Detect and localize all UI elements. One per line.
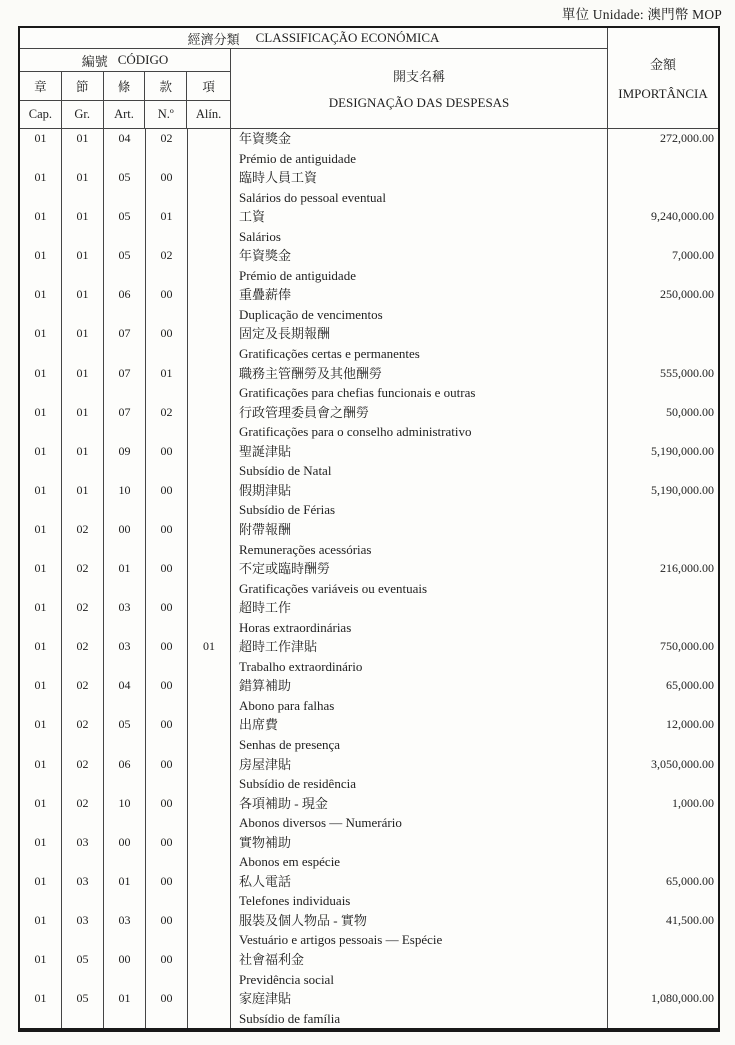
code-gr-cell: 02: [62, 794, 104, 833]
code-gr-cell: 02: [62, 520, 104, 559]
code-gr-cell: 02: [62, 637, 104, 676]
code-n-cell: 00: [146, 755, 188, 794]
designation-zh-text: 行政管理委員會之酬勞: [239, 404, 370, 420]
designation-zh-text: 聖誕津貼: [239, 443, 292, 459]
amount-cell: 3,050,000.00: [607, 755, 718, 794]
code-cap-cell: 01: [20, 442, 62, 481]
col-header-alin-zh: 項: [202, 80, 215, 94]
code-alin-cell: [188, 364, 231, 403]
code-art-cell: 07: [104, 364, 146, 403]
economic-classification-pt: CLASSIFICAÇÃO ECONÓMICA: [255, 30, 440, 45]
code-gr-cell: 05: [62, 989, 104, 1028]
col-header-n-pt: N.º: [145, 101, 187, 128]
amount-cell: 50,000.00: [607, 403, 718, 442]
table-row: [20, 637, 718, 676]
col-header-n-zh: 款: [145, 72, 187, 100]
designation-pt-text: Salários do pessoal eventual: [239, 189, 386, 205]
table-row: [20, 481, 718, 520]
code-art-cell: 03: [104, 637, 146, 676]
designation-zh-text: 超時工作津貼: [239, 639, 318, 655]
code-n-cell: 02: [146, 129, 188, 168]
code-cap-cell: 01: [20, 950, 62, 989]
designation-cell: [231, 481, 607, 520]
code-alin-cell: 01: [188, 637, 231, 676]
code-n-cell: 01: [146, 207, 188, 246]
amount-cell: 5,190,000.00: [607, 481, 718, 520]
code-gr-cell: 03: [62, 872, 104, 911]
codigo-zh: 編號: [81, 53, 108, 69]
designation-zh-text: 出席費: [239, 717, 279, 733]
col-header-gr-zh: 節: [62, 72, 104, 100]
code-alin-cell: [188, 324, 231, 363]
code-gr-cell: 01: [62, 481, 104, 520]
code-cap-cell: 01: [20, 168, 62, 207]
table-row: [20, 833, 718, 872]
code-art-cell: 00: [104, 833, 146, 872]
code-art-cell: 07: [104, 403, 146, 442]
designation-pt-text: Gratificações certas e permanentes: [239, 346, 420, 362]
code-alin-cell: [188, 559, 231, 598]
table-row: [20, 676, 718, 715]
amount-cell: 750,000.00: [607, 637, 718, 676]
designation-pt-text: Subsídio de Férias: [239, 502, 336, 518]
designation-cell: [231, 364, 607, 403]
code-n-cell: 00: [146, 989, 188, 1028]
code-alin-cell: [188, 403, 231, 442]
code-cap-cell: 01: [20, 481, 62, 520]
col-header-gr-pt: Gr.: [62, 101, 104, 128]
designation-cell: [231, 442, 607, 481]
designation-cell: [231, 715, 607, 754]
code-alin-cell: [188, 246, 231, 285]
code-art-cell: 04: [104, 129, 146, 168]
designation-zh-text: 私人電話: [239, 873, 292, 889]
table-row: [20, 794, 718, 833]
amount-cell: [607, 950, 718, 989]
code-n-cell: 00: [146, 676, 188, 715]
designation-cell: [231, 755, 607, 794]
table-row: [20, 129, 718, 168]
code-gr-cell: 02: [62, 676, 104, 715]
code-cap-cell: 01: [20, 520, 62, 559]
designation-zh-text: 不定或臨時酬勞: [239, 561, 331, 577]
table-header-left: [20, 28, 607, 128]
amount-cell: [607, 598, 718, 637]
code-n-cell: 00: [146, 481, 188, 520]
table-header: [20, 28, 718, 129]
designation-pt-text: Abonos diversos — Numerário: [239, 815, 402, 831]
table-row: [20, 989, 718, 1028]
table-row: [20, 364, 718, 403]
code-alin-cell: [188, 129, 231, 168]
col-header-alin-pt: Alín.: [195, 107, 222, 121]
designation-zh-text: 年資獎金: [239, 248, 292, 264]
designation-cell: [231, 559, 607, 598]
code-cap-cell: 01: [20, 676, 62, 715]
amount-cell: 9,240,000.00: [607, 207, 718, 246]
designation-pt-text: Vestuário e artigos pessoais — Espécie: [239, 932, 443, 948]
table-row: [20, 872, 718, 911]
amount-cell: 216,000.00: [607, 559, 718, 598]
designation-header-pt: DESIGNAÇÃO DAS DESPESAS: [328, 95, 510, 110]
designation-zh-text: 各項補助 - 現金: [239, 795, 328, 811]
budget-table: [18, 26, 720, 1032]
code-n-cell: 02: [146, 246, 188, 285]
designation-cell: [231, 872, 607, 911]
code-art-cell: 04: [104, 676, 146, 715]
designation-pt-text: Duplicação de vencimentos: [239, 306, 383, 322]
designation-cell: [231, 207, 607, 246]
table-row: [20, 246, 718, 285]
designation-pt-text: Prémio de antiguidade: [239, 267, 356, 283]
designation-cell: [231, 637, 607, 676]
code-n-cell: 00: [146, 520, 188, 559]
code-n-cell: 01: [146, 364, 188, 403]
code-cap-cell: 01: [20, 598, 62, 637]
code-n-cell: 00: [146, 598, 188, 637]
designation-pt-text: Trabalho extraordinário: [239, 658, 363, 674]
designation-zh-text: 房屋津貼: [239, 756, 292, 772]
designation-pt-text: Horas extraordinárias: [239, 619, 352, 635]
designation-cell: [231, 676, 607, 715]
code-art-cell: 01: [104, 872, 146, 911]
code-art-cell: 03: [104, 911, 146, 950]
designation-pt-text: Prémio de antiguidade: [239, 150, 356, 166]
code-cap-cell: 01: [20, 559, 62, 598]
designation-zh-text: 臨時人員工資: [239, 170, 318, 186]
table-row: [20, 285, 718, 324]
col-header-cap-pt: Cap.: [20, 101, 62, 128]
code-art-cell: 06: [104, 285, 146, 324]
code-cap-cell: 01: [20, 637, 62, 676]
code-gr-cell: 02: [62, 559, 104, 598]
code-art-cell: 00: [104, 950, 146, 989]
code-gr-cell: 01: [62, 324, 104, 363]
code-gr-cell: 01: [62, 168, 104, 207]
designation-pt-text: Senhas de presença: [239, 737, 341, 752]
table-header-lower: [20, 49, 607, 128]
designation-pt-text: Telefones individuais: [239, 893, 351, 909]
designation-zh-text: 年資獎金: [239, 131, 292, 146]
designation-cell: [231, 129, 607, 168]
designation-zh-text: 錯算補助: [239, 678, 292, 694]
designation-pt-text: Gratificações para chefias funcionais e outras: [239, 385, 476, 401]
code-alin-cell: [188, 676, 231, 715]
amount-cell: 272,000.00: [607, 129, 718, 168]
code-gr-cell: 05: [62, 950, 104, 989]
code-cap-cell: 01: [20, 403, 62, 442]
code-art-cell: 10: [104, 481, 146, 520]
designation-zh-text: 服裝及個人物品 - 實物: [239, 912, 367, 928]
designation-zh-text: 社會福利金: [239, 951, 305, 967]
amount-header: [607, 28, 718, 128]
col-header-art-zh: 條: [104, 72, 146, 100]
code-art-cell: 06: [104, 755, 146, 794]
code-n-cell: 00: [146, 559, 188, 598]
amount-cell: 555,000.00: [607, 364, 718, 403]
designation-zh-text: 家庭津貼: [239, 991, 292, 1007]
table-row: [20, 403, 718, 442]
code-art-cell: 05: [104, 715, 146, 754]
code-n-cell: 00: [146, 168, 188, 207]
code-cap-cell: 01: [20, 129, 62, 168]
table-row: [20, 598, 718, 637]
table-row: [20, 324, 718, 363]
designation-cell: [231, 324, 607, 363]
code-art-cell: 00: [104, 520, 146, 559]
code-gr-cell: 02: [62, 755, 104, 794]
designation-pt-text: Previdência social: [239, 971, 334, 987]
codigo-pt: CÓDIGO: [117, 52, 169, 67]
code-alin-cell: [188, 598, 231, 637]
code-columns-zh-row: [20, 72, 230, 101]
amount-cell: 7,000.00: [607, 246, 718, 285]
codigo-header: [20, 49, 230, 72]
code-art-cell: 03: [104, 598, 146, 637]
code-gr-cell: 03: [62, 911, 104, 950]
designation-pt-text: Gratificações variáveis ou eventuais: [239, 580, 428, 596]
table-row: [20, 520, 718, 559]
designation-pt-text: Remunerações acessórias: [239, 541, 372, 557]
code-art-cell: 05: [104, 207, 146, 246]
code-gr-cell: 03: [62, 833, 104, 872]
code-alin-cell: [188, 833, 231, 872]
designation-cell: [231, 520, 607, 559]
table-row: [20, 442, 718, 481]
designation-zh-text: 職務主管酬勞及其他酬勞: [239, 365, 383, 381]
code-n-cell: 02: [146, 403, 188, 442]
code-n-cell: 00: [146, 911, 188, 950]
code-cap-cell: 01: [20, 911, 62, 950]
currency-unit-label: 單位 Unidade: 澳門幣 MOP: [561, 7, 722, 22]
table-row: [20, 755, 718, 794]
code-cap-cell: 01: [20, 833, 62, 872]
code-art-cell: 05: [104, 246, 146, 285]
code-n-cell: 00: [146, 442, 188, 481]
code-n-cell: 00: [146, 715, 188, 754]
designation-pt-text: Gratificações para o conselho administrativo: [239, 424, 472, 440]
table-body: [20, 129, 718, 1028]
designation-pt-text: Abono para falhas: [239, 697, 335, 713]
code-alin-cell: [188, 285, 231, 324]
code-art-cell: 10: [104, 794, 146, 833]
amount-cell: 1,000.00: [607, 794, 718, 833]
amount-cell: [607, 520, 718, 559]
designation-pt-text: Salários: [239, 228, 281, 244]
designation-cell: [231, 285, 607, 324]
code-cap-cell: 01: [20, 285, 62, 324]
code-gr-cell: 01: [62, 364, 104, 403]
designation-zh-text: 假期津貼: [239, 482, 292, 498]
code-n-cell: 00: [146, 833, 188, 872]
amount-cell: [607, 833, 718, 872]
amount-cell: [607, 324, 718, 363]
code-alin-cell: [188, 168, 231, 207]
code-alin-cell: [188, 207, 231, 246]
code-n-cell: 00: [146, 285, 188, 324]
economic-classification-header: [20, 28, 607, 49]
designation-zh-text: 工資: [239, 209, 266, 225]
code-alin-cell: [188, 872, 231, 911]
amount-header-zh: 金額: [649, 57, 676, 72]
code-header-block: [20, 49, 231, 128]
designation-cell: [231, 794, 607, 833]
table-row: [20, 559, 718, 598]
code-n-cell: 00: [146, 794, 188, 833]
designation-header: [231, 49, 607, 128]
designation-header-zh: 開支名稱: [392, 69, 445, 84]
code-cap-cell: 01: [20, 794, 62, 833]
designation-cell: [231, 950, 607, 989]
code-cap-cell: 01: [20, 989, 62, 1028]
code-n-cell: 00: [146, 637, 188, 676]
amount-cell: 65,000.00: [607, 872, 718, 911]
designation-pt-text: Abonos em espécie: [239, 854, 341, 870]
code-gr-cell: 01: [62, 246, 104, 285]
amount-cell: 65,000.00: [607, 676, 718, 715]
amount-cell: 12,000.00: [607, 715, 718, 754]
table-row: [20, 911, 718, 950]
designation-zh-text: 附帶報酬: [239, 521, 292, 537]
code-n-cell: 00: [146, 872, 188, 911]
code-art-cell: 01: [104, 989, 146, 1028]
code-gr-cell: 01: [62, 207, 104, 246]
code-alin-cell: [188, 989, 231, 1028]
amount-cell: [607, 168, 718, 207]
designation-zh-text: 重疊薪俸: [239, 287, 292, 303]
code-alin-cell: [188, 442, 231, 481]
code-gr-cell: 01: [62, 285, 104, 324]
code-gr-cell: 01: [62, 442, 104, 481]
designation-pt-text: Subsídio de residência: [239, 776, 356, 792]
table-row: [20, 950, 718, 989]
code-art-cell: 01: [104, 559, 146, 598]
code-alin-cell: [188, 715, 231, 754]
code-alin-cell: [188, 794, 231, 833]
designation-cell: [231, 989, 607, 1028]
code-cap-cell: 01: [20, 872, 62, 911]
designation-zh-text: 固定及長期報酬: [239, 326, 331, 342]
code-cap-cell: 01: [20, 207, 62, 246]
designation-cell: [231, 911, 607, 950]
code-gr-cell: 02: [62, 715, 104, 754]
code-alin-cell: [188, 755, 231, 794]
amount-header-pt: IMPORTÂNCIA: [618, 86, 708, 101]
table-row: [20, 715, 718, 754]
code-alin-cell: [188, 520, 231, 559]
code-columns-pt-row: [20, 101, 230, 128]
designation-zh-text: 實物補助: [239, 834, 292, 850]
code-n-cell: 00: [146, 950, 188, 989]
code-art-cell: 09: [104, 442, 146, 481]
code-cap-cell: 01: [20, 755, 62, 794]
code-gr-cell: 01: [62, 403, 104, 442]
amount-cell: 1,080,000.00: [607, 989, 718, 1028]
code-cap-cell: 01: [20, 715, 62, 754]
designation-cell: [231, 168, 607, 207]
code-alin-cell: [188, 911, 231, 950]
code-alin-cell: [188, 481, 231, 520]
col-header-art-pt: Art.: [104, 101, 146, 128]
designation-cell: [231, 833, 607, 872]
economic-classification-zh: 經濟分類: [187, 31, 240, 47]
designation-pt-text: Subsídio de Natal: [239, 463, 332, 479]
code-cap-cell: 01: [20, 364, 62, 403]
designation-cell: [231, 403, 607, 442]
code-cap-cell: 01: [20, 246, 62, 285]
code-gr-cell: 01: [62, 129, 104, 168]
code-alin-cell: [188, 950, 231, 989]
amount-cell: 250,000.00: [607, 285, 718, 324]
table-row: [20, 207, 718, 246]
designation-cell: [231, 598, 607, 637]
code-art-cell: 05: [104, 168, 146, 207]
amount-cell: 41,500.00: [607, 911, 718, 950]
code-cap-cell: 01: [20, 324, 62, 363]
code-gr-cell: 02: [62, 598, 104, 637]
designation-zh-text: 超時工作: [239, 600, 292, 616]
code-n-cell: 00: [146, 324, 188, 363]
amount-cell: 5,190,000.00: [607, 442, 718, 481]
designation-cell: [231, 246, 607, 285]
code-art-cell: 07: [104, 324, 146, 363]
col-header-cap-zh: 章: [20, 72, 62, 100]
designation-pt-text: Subsídio de família: [239, 1010, 341, 1026]
table-row: [20, 168, 718, 207]
